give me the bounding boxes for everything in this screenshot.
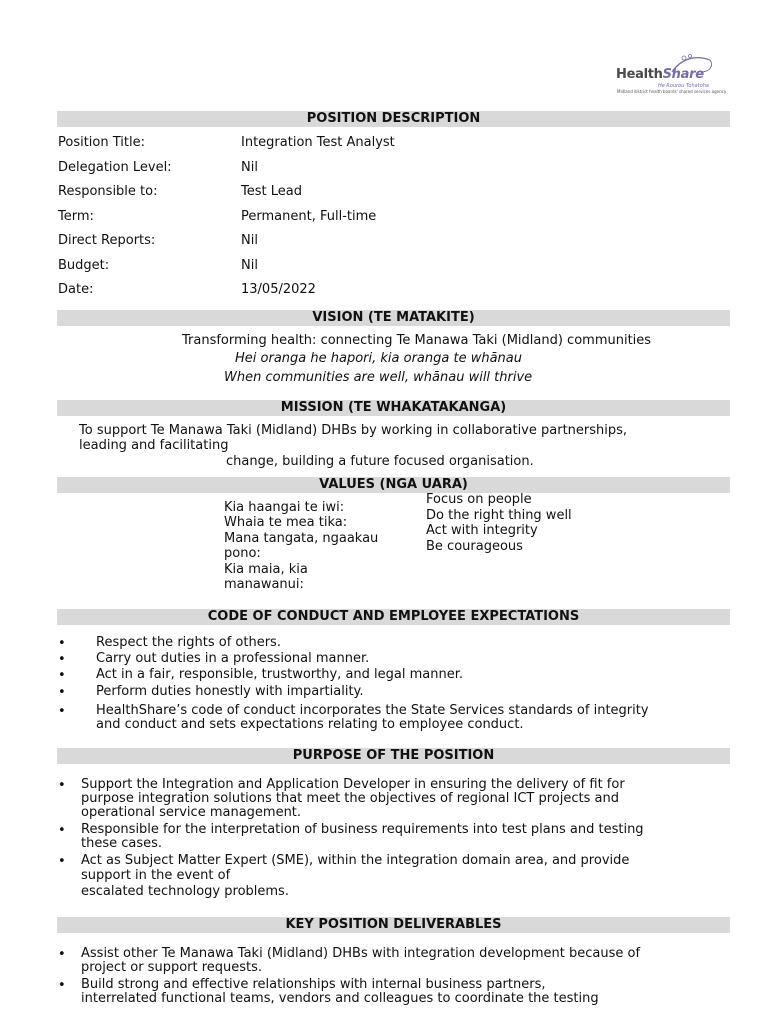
value-english: Focus on people [426,492,532,507]
section-header-purpose: PURPOSE OF THE POSITION [57,748,730,764]
bullet-icon: • [58,704,66,719]
code-item: Perform duties honestly with impartiality. [96,684,364,699]
purpose-item: Act as Subject Matter Expert (SME), within the integration domain area, and provide [81,853,630,868]
detail-label: Delegation Level: [58,160,172,175]
healthshare-logo [612,52,727,96]
bullet-icon: • [58,685,66,700]
bullet-icon: • [58,823,66,838]
deliverable-item-continued: interrelated functional teams, vendors and colleagues to coordinate the testing [81,991,599,1006]
purpose-item-continued: support in the event of [81,868,231,883]
purpose-item: Support the Integration and Application Developer in ensuring the delivery of fit for [81,777,625,792]
bullet-icon: • [58,652,66,667]
bullet-icon: • [58,854,66,869]
detail-value: Nil [241,258,258,273]
purpose-item-continued: escalated technology problems. [81,884,289,899]
code-item: Carry out duties in a professional manner. [96,651,370,666]
detail-value: Test Lead [241,184,302,199]
detail-label: Position Title: [58,135,145,150]
detail-value: Nil [241,160,258,175]
deliverable-item: Assist other Te Manawa Taki (Midland) DHBs with integration development because of [81,946,641,961]
mission-line: leading and facilitating [79,438,229,453]
purpose-item-continued: these cases. [81,836,163,851]
detail-value: 13/05/2022 [241,282,316,297]
section-header-code-of-conduct: CODE OF CONDUCT AND EMPLOYEE EXPECTATIONS [57,609,730,625]
logo-wordmark: HealthShare [616,67,704,82]
detail-value: Permanent, Full-time [241,209,377,224]
vision-line: Transforming health: connecting Te Manawa Taki (Midland) communities [182,333,652,348]
bullet-icon: • [58,978,66,993]
deliverable-item-continued: project or support requests. [81,960,263,975]
detail-label: Direct Reports: [58,233,156,248]
detail-label: Budget: [58,258,110,273]
bullet-icon: • [58,668,66,683]
detail-label: Term: [58,209,94,224]
value-maori: Kia maia, kia [224,562,308,577]
section-header-position-description: POSITION DESCRIPTION [57,111,730,127]
code-item: HealthShare’s code of conduct incorporates the State Services standards of integrity [96,703,649,718]
bullet-icon: • [58,636,66,651]
deliverable-item: Build strong and effective relationships with internal business partners, [81,977,546,992]
vision-line: Hei oranga he hapori, kia oranga te whānau [235,351,522,366]
value-english: Act with integrity [426,523,538,538]
mission-line: To support Te Manawa Taki (Midland) DHBs by working in collaborative partnerships, [79,423,628,438]
logo-subtagline: Midland district health boards' shared services agency [617,89,727,94]
section-header-mission: MISSION (TE WHAKATAKANGA) [57,400,730,416]
detail-value: Integration Test Analyst [241,135,395,150]
value-maori: Whaia te mea tika: [224,515,348,530]
detail-value: Nil [241,233,258,248]
value-maori: Kia haangai te iwi: [224,500,345,515]
value-maori: Mana tangata, ngaakau [224,531,379,546]
value-english: Be courageous [426,539,523,554]
logo-tagline: He Rourou Tohatoha [658,83,709,89]
mission-line: change, building a future focused organisation. [226,454,534,469]
value-maori: pono: [224,546,261,561]
bullet-icon: • [58,947,66,962]
section-header-vision: VISION (TE MATAKITE) [57,310,730,326]
value-maori: manawanui: [224,577,304,592]
code-item: Respect the rights of others. [96,635,281,650]
purpose-item-continued: purpose integration solutions that meet the objectives of regional ICT projects and [81,791,619,806]
section-header-deliverables: KEY POSITION DELIVERABLES [57,917,730,933]
detail-label: Responsible to: [58,184,158,199]
bullet-icon: • [58,778,66,793]
vision-line: When communities are well, whānau will thrive [224,370,533,385]
detail-label: Date: [58,282,94,297]
purpose-item-continued: operational service management. [81,805,302,820]
code-item-continued: and conduct and sets expectations relating to employee conduct. [96,717,524,732]
section-header-values: VALUES (NGA UARA) [57,477,730,493]
purpose-item: Responsible for the interpretation of business requirements into test plans and testing [81,822,644,837]
value-english: Do the right thing well [426,508,572,523]
code-item: Act in a fair, responsible, trustworthy, and legal manner. [96,667,464,682]
